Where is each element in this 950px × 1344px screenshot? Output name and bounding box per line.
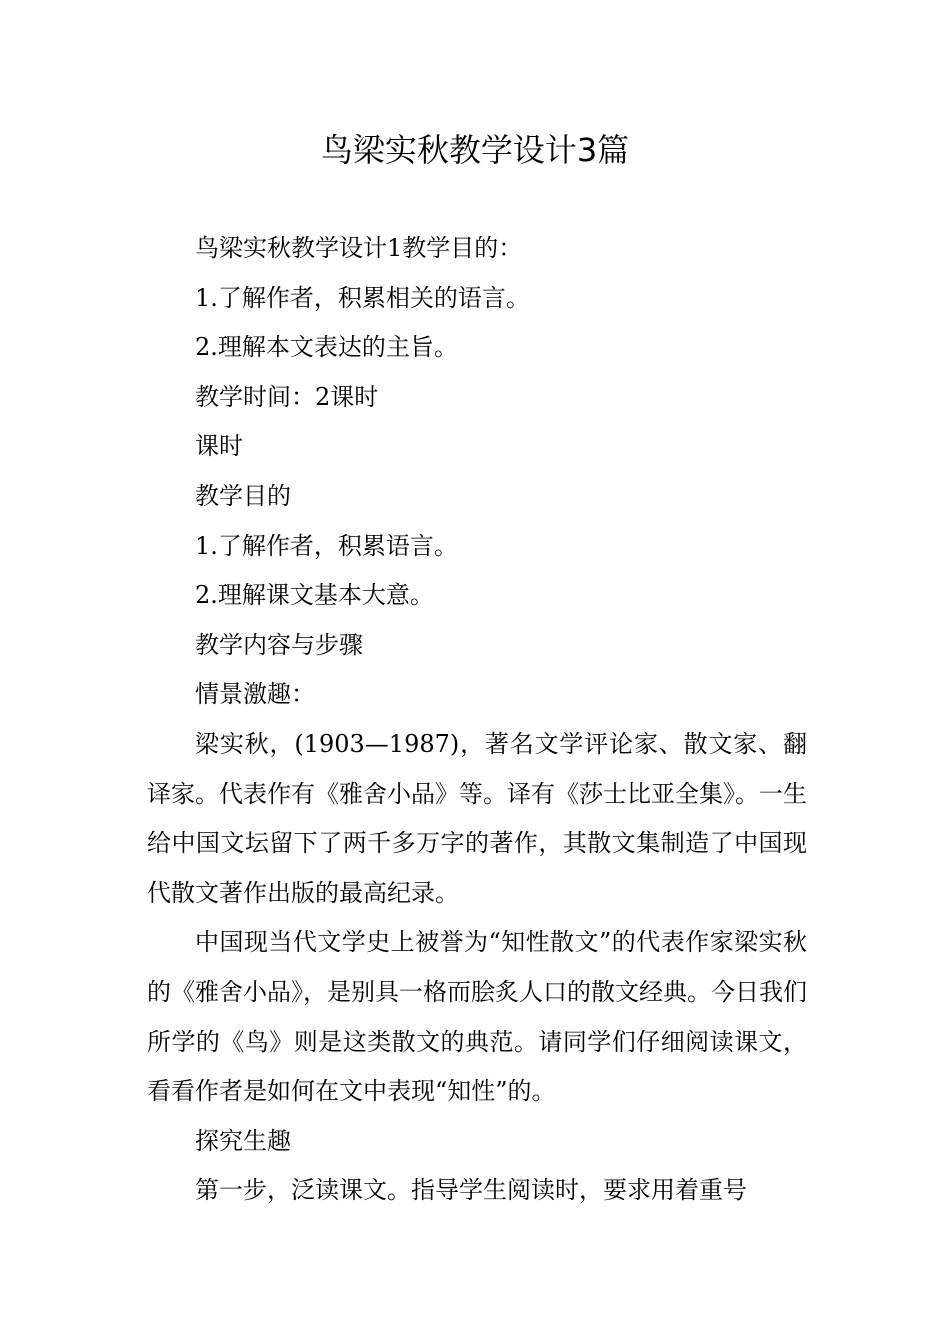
document-body	[147, 224, 807, 1216]
paragraph-lesson: 课时	[195, 432, 243, 461]
paragraph-goal-1: 1.了解作者，积累语言。	[195, 531, 458, 560]
paragraph-author-bio: 梁实秋，(1903—1987)，著名文学评论家、散文家、翻译家。代表作有《雅舍小品》等。译有《莎士比亚全集》。一生给中国文坛留下了两千多万字的著作，其散文集制造了中国现代散文著作出版的最高纪录。	[147, 729, 807, 907]
paragraph-content-steps: 教学内容与步骤	[195, 630, 363, 659]
paragraph-goal-2: 2.理解课文基本大意。	[195, 581, 434, 610]
paragraph-scene-intro: 情景激趣：	[195, 680, 315, 709]
paragraph-explore: 探究生趣	[195, 1126, 291, 1155]
paragraph-objective-2: 2.理解本文表达的主旨。	[195, 333, 458, 362]
paragraph-essay-context: 中国现当代文学史上被誉为“知性散文”的代表作家梁实秋的《雅舍小品》，是别具一格而脍炙人口的散文经典。今日我们所学的《鸟》则是这类散文的典范。请同学们仔细阅读课文，看看作者是如何在文中表现“知性”的。	[147, 928, 807, 1106]
paragraph-objectives-heading: 鸟梁实秋教学设计1教学目的：	[195, 234, 523, 262]
document-title: 鸟梁实秋教学设计3篇	[320, 131, 630, 169]
paragraph-teaching-time: 教学时间：2课时	[195, 382, 379, 411]
paragraph-step-1: 第一步，泛读课文。指导学生阅读时，要求用着重号	[195, 1176, 747, 1205]
paragraph-teaching-goal-heading: 教学目的	[195, 481, 291, 510]
paragraph-objective-1: 1.了解作者，积累相关的语言。	[195, 283, 530, 312]
